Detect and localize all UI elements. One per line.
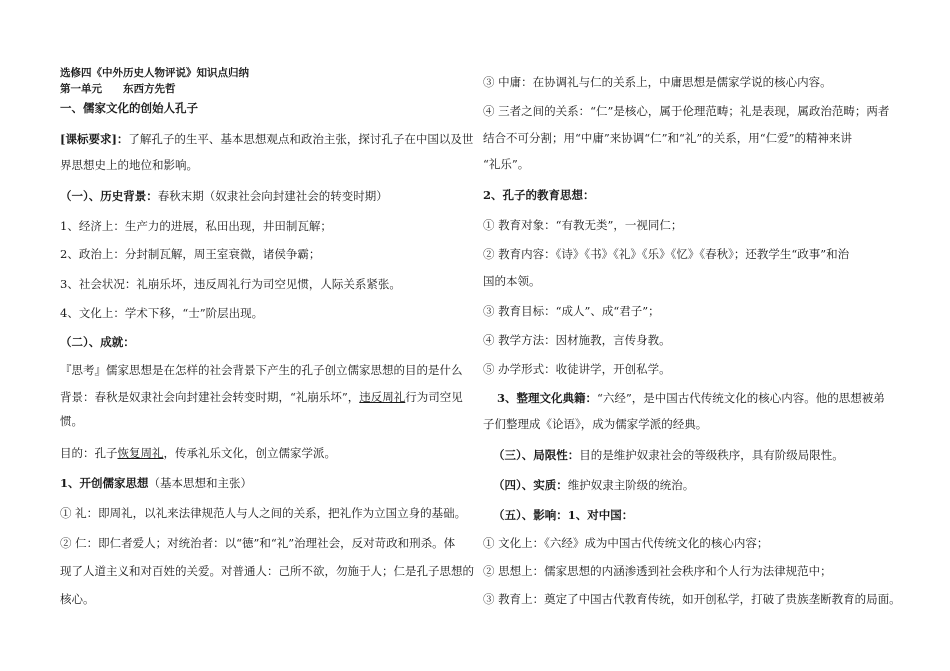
think-aim-text-b: ，传承礼乐文化，创立儒家学派。 [163, 446, 336, 460]
essence-label: （四）、实质： [493, 478, 568, 492]
think-bg-text-b: 行为司空见 [405, 390, 463, 404]
think-bg-underlined: 违反周礼 [359, 390, 406, 404]
limit-text: 目的是维护奴隶社会的等级秩序，具有阶级局限性。 [579, 448, 844, 462]
found-li: ① 礼：即周礼，以礼来法律规范人与人之间的关系，把礼作为立国立身的基础。 [60, 506, 467, 520]
background-heading [60, 188, 468, 204]
section-title: 一、儒家文化的创始人孔子 [60, 101, 198, 115]
relation-line-2: 结合不可分割；用“中庸”来协调“仁”和“礼”的关系，用“仁爱”的精神来讲 [483, 131, 853, 145]
think-background-2: 惯。 [60, 414, 83, 428]
classics-text-1: “六经”，是中国古代传统文化的核心内容。他的思想被弟 [597, 391, 885, 405]
background-item-2: 2、政治上：分封制瓦解，周王室衰微，诸侯争霸； [60, 247, 321, 261]
found-note: （基本思想和主张） [148, 476, 253, 490]
think-aim-underlined: 恢复周礼 [117, 446, 164, 460]
think-bg-text-a: 背景：春秋是奴隶社会向封建社会转变时期，“礼崩乐坏”， [60, 390, 360, 404]
classics-label: 3、整理文化典籍： [497, 391, 598, 405]
edu-title: 2、孔子的教育思想： [483, 188, 595, 202]
requirement-line-1 [60, 131, 474, 147]
found-ren-2: 现了人道主义和对百姓的关爱。对普通人：己所不欲，勿施于人；仁是孔子思想的 [60, 564, 474, 578]
impact-item-3: ③ 教育上：奠定了中国古代教育传统，如开创私学，打破了贵族垄断教育的局面。 [483, 592, 901, 606]
zhongyong-line: ③ 中庸：在协调礼与仁的关系上，中庸思想是儒家学说的核心内容。 [483, 75, 832, 89]
impact-item-1: ① 文化上：《六经》成为中国古代传统文化的核心内容； [483, 536, 769, 550]
limit-line [483, 447, 903, 463]
requirement-text-1: 了解孔子的生平、基本思想观点和政治主张，探讨孔子在中国以及世 [128, 132, 474, 146]
essence-line [483, 477, 903, 493]
relation-line-3: “礼乐”。 [483, 157, 530, 171]
edu-item-1: ① 教育对象：“有教无类”，一视同仁； [483, 218, 683, 232]
relation-line-1: ④ 三者之间的关系：“仁”是核心，属于伦理范畴；礼是表现，属政治范畴；两者 [483, 104, 890, 118]
edu-item-5: ⑤ 办学形式：收徒讲学，开创私学。 [483, 362, 671, 376]
found-label: 1、开创儒家思想 [60, 476, 149, 490]
classics-line-2: 子们整理成《论语》，成为儒家学派的经典。 [483, 417, 708, 431]
essence-text: 维护奴隶主阶级的统治。 [567, 478, 695, 492]
found-ren-1: ② 仁：即仁者爱人；对统治者：以“德”和“礼”治理社会，反对苛政和刑杀。体 [60, 536, 456, 550]
background-item-1: 1、经济上：生产力的进展，私田出现，井田制瓦解； [60, 219, 332, 233]
think-background-1 [60, 389, 468, 405]
unit-title: 第一单元 东西方先哲 [60, 83, 176, 95]
background-label: （一）、历史背景： [60, 189, 158, 203]
edu-item-2b: 国的本领。 [483, 274, 541, 288]
background-text: 春秋末期（奴隶社会向封建社会的转变时期） [157, 189, 388, 203]
found-ren-3: 核心。 [60, 592, 95, 606]
classics-line-1 [483, 390, 903, 406]
found-heading [60, 475, 468, 491]
edu-item-2a: ② 教育内容：《诗》《书》《礼》《乐》《忆》《春秋》；还教学生“政事”和治 [483, 247, 850, 261]
document-title: 选修四《中外历史人物评说》知识点归纳 [60, 67, 249, 79]
background-item-3: 3、社会状况：礼崩乐坏，违反周礼行为司空见惯，人际关系紧张。 [60, 277, 401, 291]
impact-title: （五）、影响：1、对中国： [493, 508, 634, 522]
think-question: 『思考』儒家思想是在怎样的社会背景下产生的孔子创立儒家思想的目的是什么 [60, 363, 463, 377]
think-aim [60, 445, 468, 461]
requirement-label: [课标要求]： [60, 132, 129, 146]
background-item-4: 4、文化上：学术下移，“士”阶层出现。 [60, 306, 264, 320]
edu-item-4: ④ 教学方法：因材施教，言传身教。 [483, 333, 671, 347]
think-aim-text-a: 目的：孔子 [60, 446, 118, 460]
edu-item-3: ③ 教育目标：“成人”、成“君子”； [483, 304, 660, 318]
impact-item-2: ② 思想上：儒家思想的内涵渗透到社会秩序和个人行为法律规范中； [483, 564, 832, 578]
achievements-heading: （二）、成就： [60, 335, 135, 349]
limit-label: （三）、局限性： [493, 448, 580, 462]
requirement-line-2: 界思想史上的地位和影响。 [60, 158, 198, 172]
